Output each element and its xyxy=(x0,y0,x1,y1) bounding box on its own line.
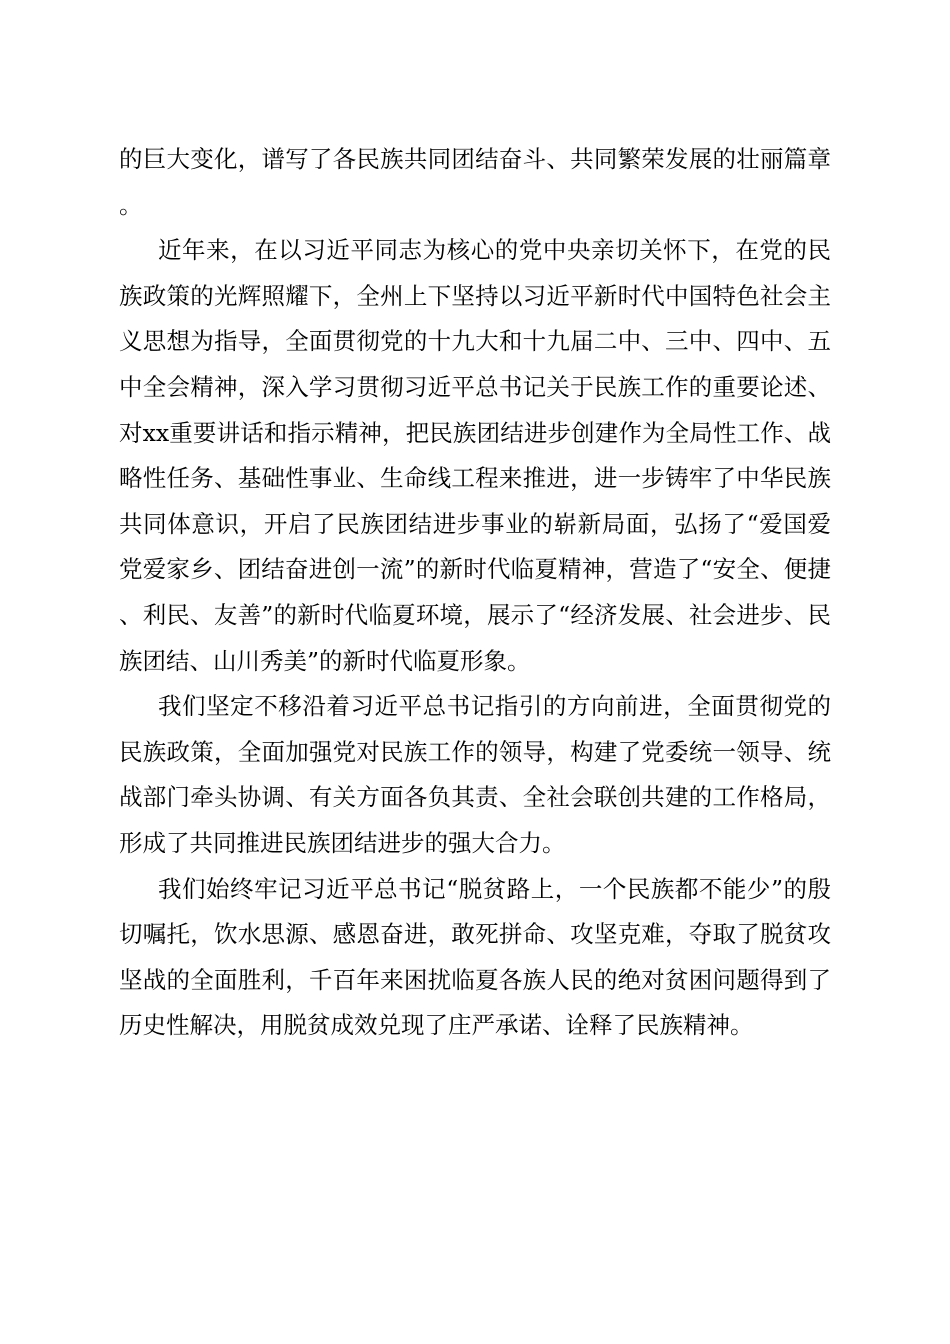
document-body xyxy=(119,137,831,1049)
paragraph-party-policy: 我们坚定不移沿着习近平总书记指引的方向前进，全面贯彻党的民族政策，全面加强党对民族工作的领导，构建了党委统一领导、统战部门牵头协调、有关方面各负其责、全社会联创共建的工作格局，形成了共同推进民族团结进步的强大合力。 xyxy=(119,692,831,857)
paragraph-recent-years: 近年来，在以习近平同志为核心的党中央亲切关怀下，在党的民族政策的光辉照耀下，全州上下坚持以习近平新时代中国特色社会主义思想为指导，全面贯彻党的十九大和十九届二中、三中、四中、五中全会精神，深入学习贯彻习近平总书记关于民族工作的重要论述、对xx重要讲话和指示精神，把民族团结进步创建作为全局性工作、战略性任务、基础性事业、生命线工程来推进，进一步铸牢了中华民族共同体意识，开启了民族团结进步事业的崭新局面，弘扬了“爱国爱党爱家乡、团结奋进创一流”的新时代临夏精神，营造了“安全、便捷、利民、友善”的新时代临夏环境，展示了“经济发展、社会进步、民族团结、山川秀美”的新时代临夏形象。 xyxy=(119,236,831,675)
paragraph-poverty-alleviation: 我们始终牢记习近平总书记“脱贫路上，一个民族都不能少”的殷切嘱托，饮水思源、感恩奋进，敢死拼命、攻坚克难，夺取了脱贫攻坚战的全面胜利，千百年来困扰临夏各族人民的绝对贫困问题得到了历史性解决，用脱贫成效兑现了庄严承诺、诠释了民族精神。 xyxy=(119,874,831,1040)
paragraph-continuation: 的巨大变化，谱写了各民族共同团结奋斗、共同繁荣发展的壮丽篇章。 xyxy=(119,145,831,219)
